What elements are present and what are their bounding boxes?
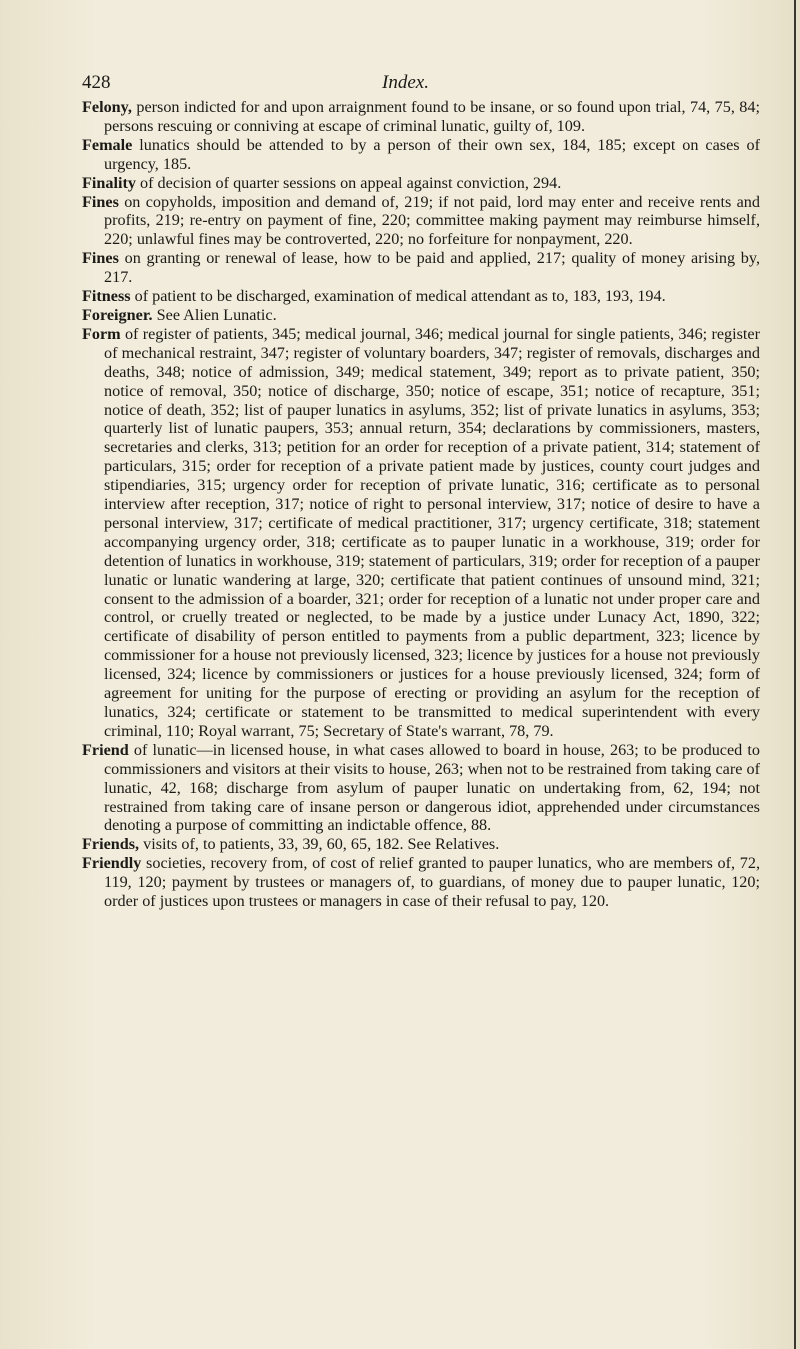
entry-text: person indicted for and upon arraignment found to be insane, or so found upon trial, 74, 75, 84; persons rescuing or conniving at escape of criminal lunatic, guilty of, 109. bbox=[104, 98, 760, 135]
entry-text: on copyholds, imposition and demand of, 219; if not paid, lord may enter and receive rents and profits, 219; re-entry on payment of fine, 220; committee making payment may reimburse himself, 220; unlawful fines may be controverted, 220; no forfeiture for nonpayment, 220. bbox=[104, 192, 760, 249]
running-head: Index. bbox=[382, 72, 429, 93]
index-entry bbox=[82, 287, 760, 306]
index-entry bbox=[82, 136, 760, 174]
entry-text: See Alien Lunatic. bbox=[152, 305, 277, 324]
page-number: 428 bbox=[82, 72, 111, 93]
entry-term: Fines bbox=[82, 192, 119, 211]
entry-term: Friendly bbox=[82, 854, 142, 873]
page-header bbox=[82, 58, 760, 98]
index-entries bbox=[82, 98, 760, 911]
entry-text: of patient to be discharged, examination of medical attendant as to, 183, 193, 194. bbox=[130, 287, 666, 306]
entry-text: of decision of quarter sessions on appeal against conviction, 294. bbox=[135, 173, 562, 192]
entry-term: Fines bbox=[82, 249, 119, 268]
entry-text: of register of patients, 345; medical journal, 346; medical journal for single patients, 346; register of mechanical restraint, 347; register of voluntary boarders, 347; register of removals, discharges and deaths, 348; notice of admission, 349; medical statement, 349; report as to private patient, 350; notice of removal, 350; notice of discharge, 350; notice of escape, 351; notice of recapture, 351; notice of death, 352; list of pauper lunatics in asylums, 352; list of private lunatics in asylums, 353; quarterly list of lunatic paupers, 353; annual return, 354; declarations by commissioners, masters, secretaries and clerks, 313; petition for an order for reception of a private patient, 314; statement of particulars, 315; order for reception of a private patient made by justices, county court judges and stipendiaries, 315; urgency order for reception of private lunatic, 316; certificate as to personal interview after reception, 317; notice of right to personal interview, 317; notice of desire to have a personal interview, 317; certificate of medical practitioner, 317; urgency certificate, 318; statement accompanying urgency order, 318; certificate as to pauper lunatic in a workhouse, 319; order for detention of lunatics in workhouse, 319; statement of particulars, 319; order for reception of a pauper lunatic or lunatic wandering at large, 320; certificate that patient continues of unsound mind, 321; consent to the admission of a boarder, 321; order for reception of a lunatic not under proper care and control, or cruelly treated or neglected, to be made by a justice under Lunacy Act, 1890, 322; certificate of disability of person entitled to payments from a public department, 323; licence by commissioner for a house not previously licensed, 323; licence by justices for a house not previously licensed, 324; licence by commissioners or justices for a house previously licensed, 324; form of agreement for uniting for the purpose of erecting or providing an asylum for the reception of lunatics, 324; certificate or statement to be transmitted to medical superintendent with every criminal, 110; Royal warrant, 75; Secretary of State's warrant, 78, 79. bbox=[104, 324, 760, 740]
index-entry bbox=[82, 306, 760, 325]
entry-text: societies, recovery from, of cost of relief granted to pauper lunatics, who are members of, 72, 119, 120; payment by trustees or managers of, to guardians, of money due to pauper lunatic, 120; order of justices upon trustees or managers in case of their refusal to pay, 120. bbox=[104, 854, 760, 911]
index-entry bbox=[82, 98, 760, 136]
index-entry bbox=[82, 325, 760, 741]
entry-text: lunatics should be attended to by a person of their own sex, 184, 185; except on cases of urgency, 185. bbox=[104, 135, 760, 173]
entry-text: visits of, to patients, 33, 39, 60, 65, 182. See Relatives. bbox=[139, 835, 500, 854]
entry-text: on granting or renewal of lease, how to be paid and applied, 217; quality of money arising by, 217. bbox=[104, 249, 760, 287]
entry-term: Fitness bbox=[82, 287, 131, 306]
index-entry bbox=[82, 854, 760, 911]
entry-term: Felony, bbox=[82, 98, 132, 116]
index-entry bbox=[82, 835, 760, 854]
entry-term: Finality bbox=[82, 173, 136, 192]
entry-term: Female bbox=[82, 135, 133, 154]
index-entry bbox=[82, 249, 760, 287]
entry-term: Friend bbox=[82, 740, 129, 759]
entry-term: Form bbox=[82, 324, 121, 343]
entry-term: Foreigner. bbox=[82, 305, 153, 324]
index-entry bbox=[82, 174, 760, 193]
index-entry bbox=[82, 193, 760, 250]
index-entry bbox=[82, 741, 760, 836]
entry-term: Friends, bbox=[82, 835, 140, 854]
entry-text: of lunatic—in licensed house, in what cases allowed to board in house, 263; to be produced to commissioners and visitors at their visits to house, 263; when not to be restrained from taking care of lunatic, 42, 168; discharge from asylum of pauper lunatic on undertaking from, 62, 194; not restrained from taking care of insane person or dangerous idiot, apprehended under circumstances denoting a purpose of committing an indictable offence, 88. bbox=[104, 740, 760, 835]
page-edge bbox=[794, 0, 796, 1349]
